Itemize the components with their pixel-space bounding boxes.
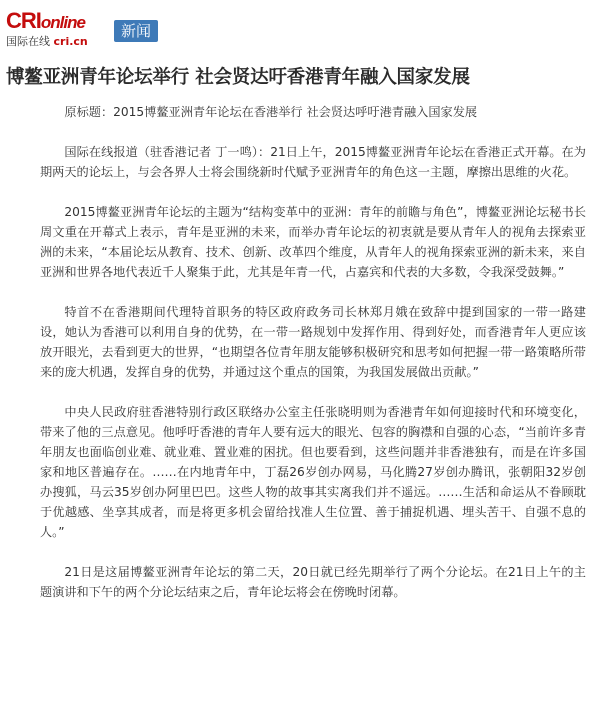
article-paragraph: 中央人民政府驻香港特别行政区联络办公室主任张晓明则为香港青年如何迎接时代和环境变化，带来了他的三点意见。他呼吁香港的青年人要有远大的眼光、包容的胸襟和自强的心态，“当前许多青年朋友也面临创业难、就业难、置业难的困扰。但也要看到，这些问题并非香港独有，而是在许多国家和地区普遍存在。……在内地青年中，丁磊26岁创办网易，马化腾27岁创办腾讯，张朝阳32岁创办搜狐，马云35岁创办阿里巴巴。这些人物的故事其实离我们并不遥远。……生活和命运从不眷顾耽于优越感、坐享其成者，而是将更多机会留给找准人生位置、善于捕捉机遇、埋头苦干、自强不息的人。” — [40, 405, 586, 539]
logo-cr-text: CRI — [6, 8, 41, 33]
article-paragraph: 2015博鳌亚洲青年论坛的主题为“结构变革中的亚洲：青年的前瞻与角色”，博鳌亚洲论坛秘书长周文重在开幕式上表示，青年是亚洲的未来，而举办青年论坛的初衷就是要从青年人的视角去探索亚洲的未来，“本届论坛从教育、技术、创新、改革四个维度，从青年人的视角探索亚洲的新未来，来自亚洲和世界各地代表近千人聚集于此，尤其是年青一代，占嘉宾和代表的大多数，令我深受鼓舞。” — [40, 205, 586, 279]
logo-sub-domain: cri.cn — [53, 35, 88, 48]
logo-wordmark — [6, 8, 85, 36]
article-headline: 博鳌亚洲青年论坛举行 社会贤达吁香港青年融入国家发展 — [6, 67, 470, 88]
article-paragraph: 国际在线报道（驻香港记者 丁一鸣）：21日上午，2015博鳌亚洲青年论坛在香港正式开幕。在为期两天的论坛上，与会各界人士将会围绕新时代赋予亚洲青年的角色这一主题，摩擦出思维的火花。 — [40, 145, 586, 179]
article-paragraph: 21日是这届博鳌亚洲青年论坛的第二天，20日就已经先期举行了两个分论坛。在21日上午的主题演讲和下午的两个分论坛结束之后，青年论坛将会在傍晚时闭幕。 — [40, 565, 586, 599]
logo-online-text: online — [40, 13, 85, 32]
logo-sub-cn: 国际在线 — [6, 35, 50, 48]
logo-subtitle — [6, 35, 88, 49]
original-title-paragraph: 原标题：2015博鳌亚洲青年论坛在香港举行 社会贤达呼吁港青融入国家发展 — [64, 105, 478, 119]
cri-online-logo[interactable] — [6, 8, 118, 52]
news-section-badge[interactable]: 新闻 — [114, 20, 158, 42]
site-header — [0, 0, 594, 62]
article-body — [40, 102, 586, 622]
article-paragraph: 特首不在香港期间代理特首职务的特区政府政务司长林郑月娥在致辞中提到国家的一带一路建设，她认为香港可以利用自身的优势，在一带一路规划中发挥作用、得到好处，而香港青年人更应该放开眼光，去看到更大的世界，“也期望各位青年朋友能够积极研究和思考如何把握一带一路策略所带来的庞大机遇，发挥自身的优势，并通过这个重点的国策，为我国发展做出贡献。” — [40, 305, 586, 379]
